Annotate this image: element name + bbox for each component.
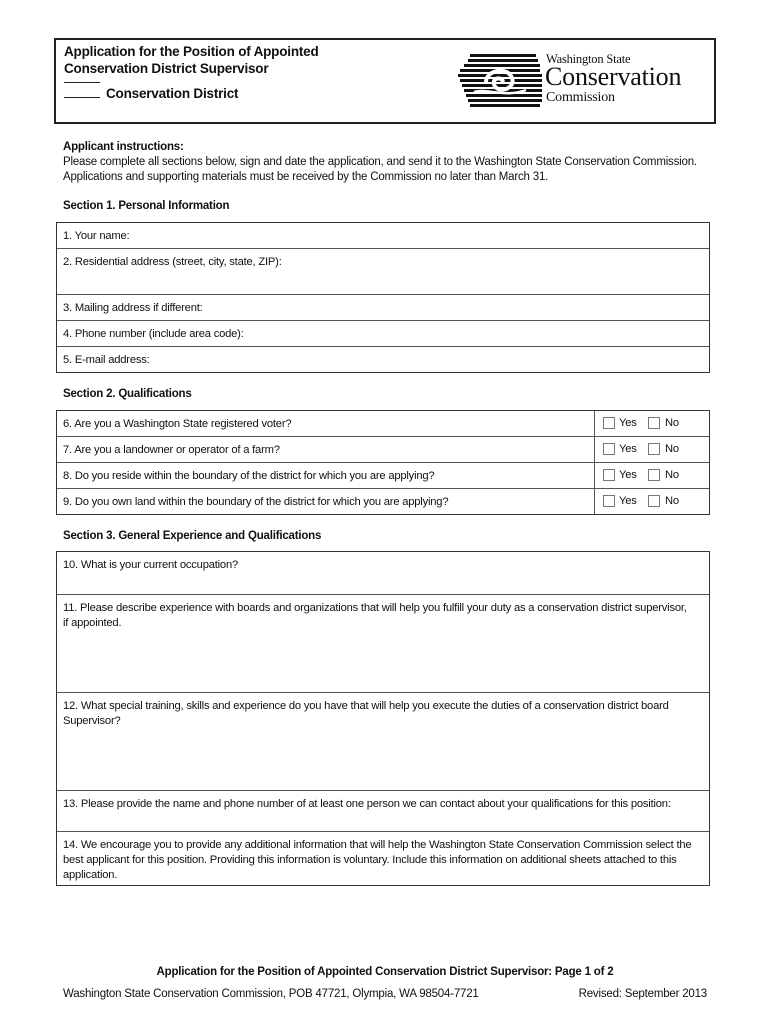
yes-label: Yes [619, 417, 637, 429]
section3-title: Section 3. General Experience and Qualifications [63, 530, 322, 542]
yes-checkbox[interactable] [603, 417, 615, 429]
header-box [54, 38, 716, 124]
yes-no-cell [594, 437, 709, 462]
yes-label: Yes [619, 469, 637, 481]
mailing-address-field[interactable] [57, 295, 709, 321]
title-line2: Conservation District Supervisor [64, 61, 269, 76]
experience-table [56, 551, 710, 886]
washington-state-map-icon [456, 52, 544, 112]
field-label: 3. Mailing address if different: [63, 302, 203, 314]
training-skills-field[interactable] [57, 693, 709, 791]
question-row-own-land [57, 489, 709, 514]
question-row-voter [57, 411, 709, 437]
no-label: No [665, 495, 679, 507]
section1-title: Section 1. Personal Information [63, 200, 230, 212]
occupation-field[interactable] [57, 552, 709, 595]
additional-info-field[interactable] [57, 832, 709, 885]
no-checkbox[interactable] [648, 443, 660, 455]
title-blank-line [64, 80, 100, 83]
field-label: 4. Phone number (include area code): [63, 328, 244, 340]
field-label: 14. We encourage you to provide any additional information that will help the Washington State Conservation Commission select the best applicant for this position. Providing this information is voluntary. Include this information on additional sheets attached to this application. [63, 839, 692, 881]
question-label: 9. Do you own land within the boundary of the district for which you are applying? [63, 496, 449, 508]
no-checkbox[interactable] [648, 469, 660, 481]
yes-label: Yes [619, 495, 637, 507]
section2-title: Section 2. Qualifications [63, 388, 192, 400]
title-line3 [64, 86, 238, 101]
field-label: 10. What is your current occupation? [63, 559, 239, 571]
footer-address: Washington State Conservation Commission, POB 47721, Olympia, WA 98504-7721 [63, 988, 479, 1000]
question-row-landowner [57, 437, 709, 463]
yes-checkbox[interactable] [603, 443, 615, 455]
reference-contact-field[interactable] [57, 791, 709, 832]
logo-commission-text: Commission [546, 90, 615, 105]
logo-state-text: Washington State [546, 52, 631, 66]
qualifications-table [56, 410, 710, 515]
question-label: 8. Do you reside within the boundary of the district for which you are applying? [63, 470, 435, 482]
yes-no-cell [594, 489, 709, 514]
yes-no-cell [594, 463, 709, 488]
no-label: No [665, 417, 679, 429]
question-label: 7. Are you a landowner or operator of a farm? [63, 444, 280, 456]
email-field[interactable] [57, 347, 709, 372]
personal-info-table [56, 222, 710, 373]
no-checkbox[interactable] [648, 417, 660, 429]
field-label: 5. E-mail address: [63, 354, 150, 366]
title-line1: Application for the Position of Appointed [64, 44, 319, 59]
instructions-heading: Applicant instructions: [63, 141, 184, 153]
instructions-line1: Please complete all sections below, sign and date the application, and send it to the Washington State Conservation Commission. [63, 156, 697, 168]
instructions-line2: Applications and supporting materials must be received by the Commission no later than March 31. [63, 171, 549, 183]
residential-address-field[interactable] [57, 249, 709, 295]
yes-no-cell [594, 411, 709, 436]
field-label: 12. What special training, skills and experience do you have that will help you execute the duties of a conservation district board Supervisor? [63, 700, 669, 727]
field-label: 13. Please provide the name and phone number of at least one person we can contact about your qualifications for this position: [63, 798, 671, 810]
logo-name-text: Conservation [545, 62, 682, 91]
phone-field[interactable] [57, 321, 709, 347]
district-blank [64, 87, 100, 98]
no-label: No [665, 469, 679, 481]
no-label: No [665, 443, 679, 455]
field-label: 2. Residential address (street, city, state, ZIP): [63, 256, 282, 268]
field-label: 11. Please describe experience with boards and organizations that will help you fulfill your duty as a conservation district supervisor, if appointed. [63, 602, 687, 629]
footer-revised: Revised: September 2013 [578, 988, 707, 1000]
no-checkbox[interactable] [648, 495, 660, 507]
yes-checkbox[interactable] [603, 495, 615, 507]
footer-title: Application for the Position of Appointed Conservation District Supervisor: Page 1 of 2 [156, 966, 614, 978]
yes-label: Yes [619, 443, 637, 455]
question-label: 6. Are you a Washington State registered voter? [63, 418, 292, 430]
field-label: 1. Your name: [63, 230, 130, 242]
name-field[interactable] [57, 223, 709, 249]
district-label: Conservation District [106, 86, 239, 101]
question-row-reside [57, 463, 709, 489]
commission-logo [456, 50, 706, 112]
yes-checkbox[interactable] [603, 469, 615, 481]
board-experience-field[interactable] [57, 595, 709, 693]
applicant-instructions [63, 140, 697, 185]
